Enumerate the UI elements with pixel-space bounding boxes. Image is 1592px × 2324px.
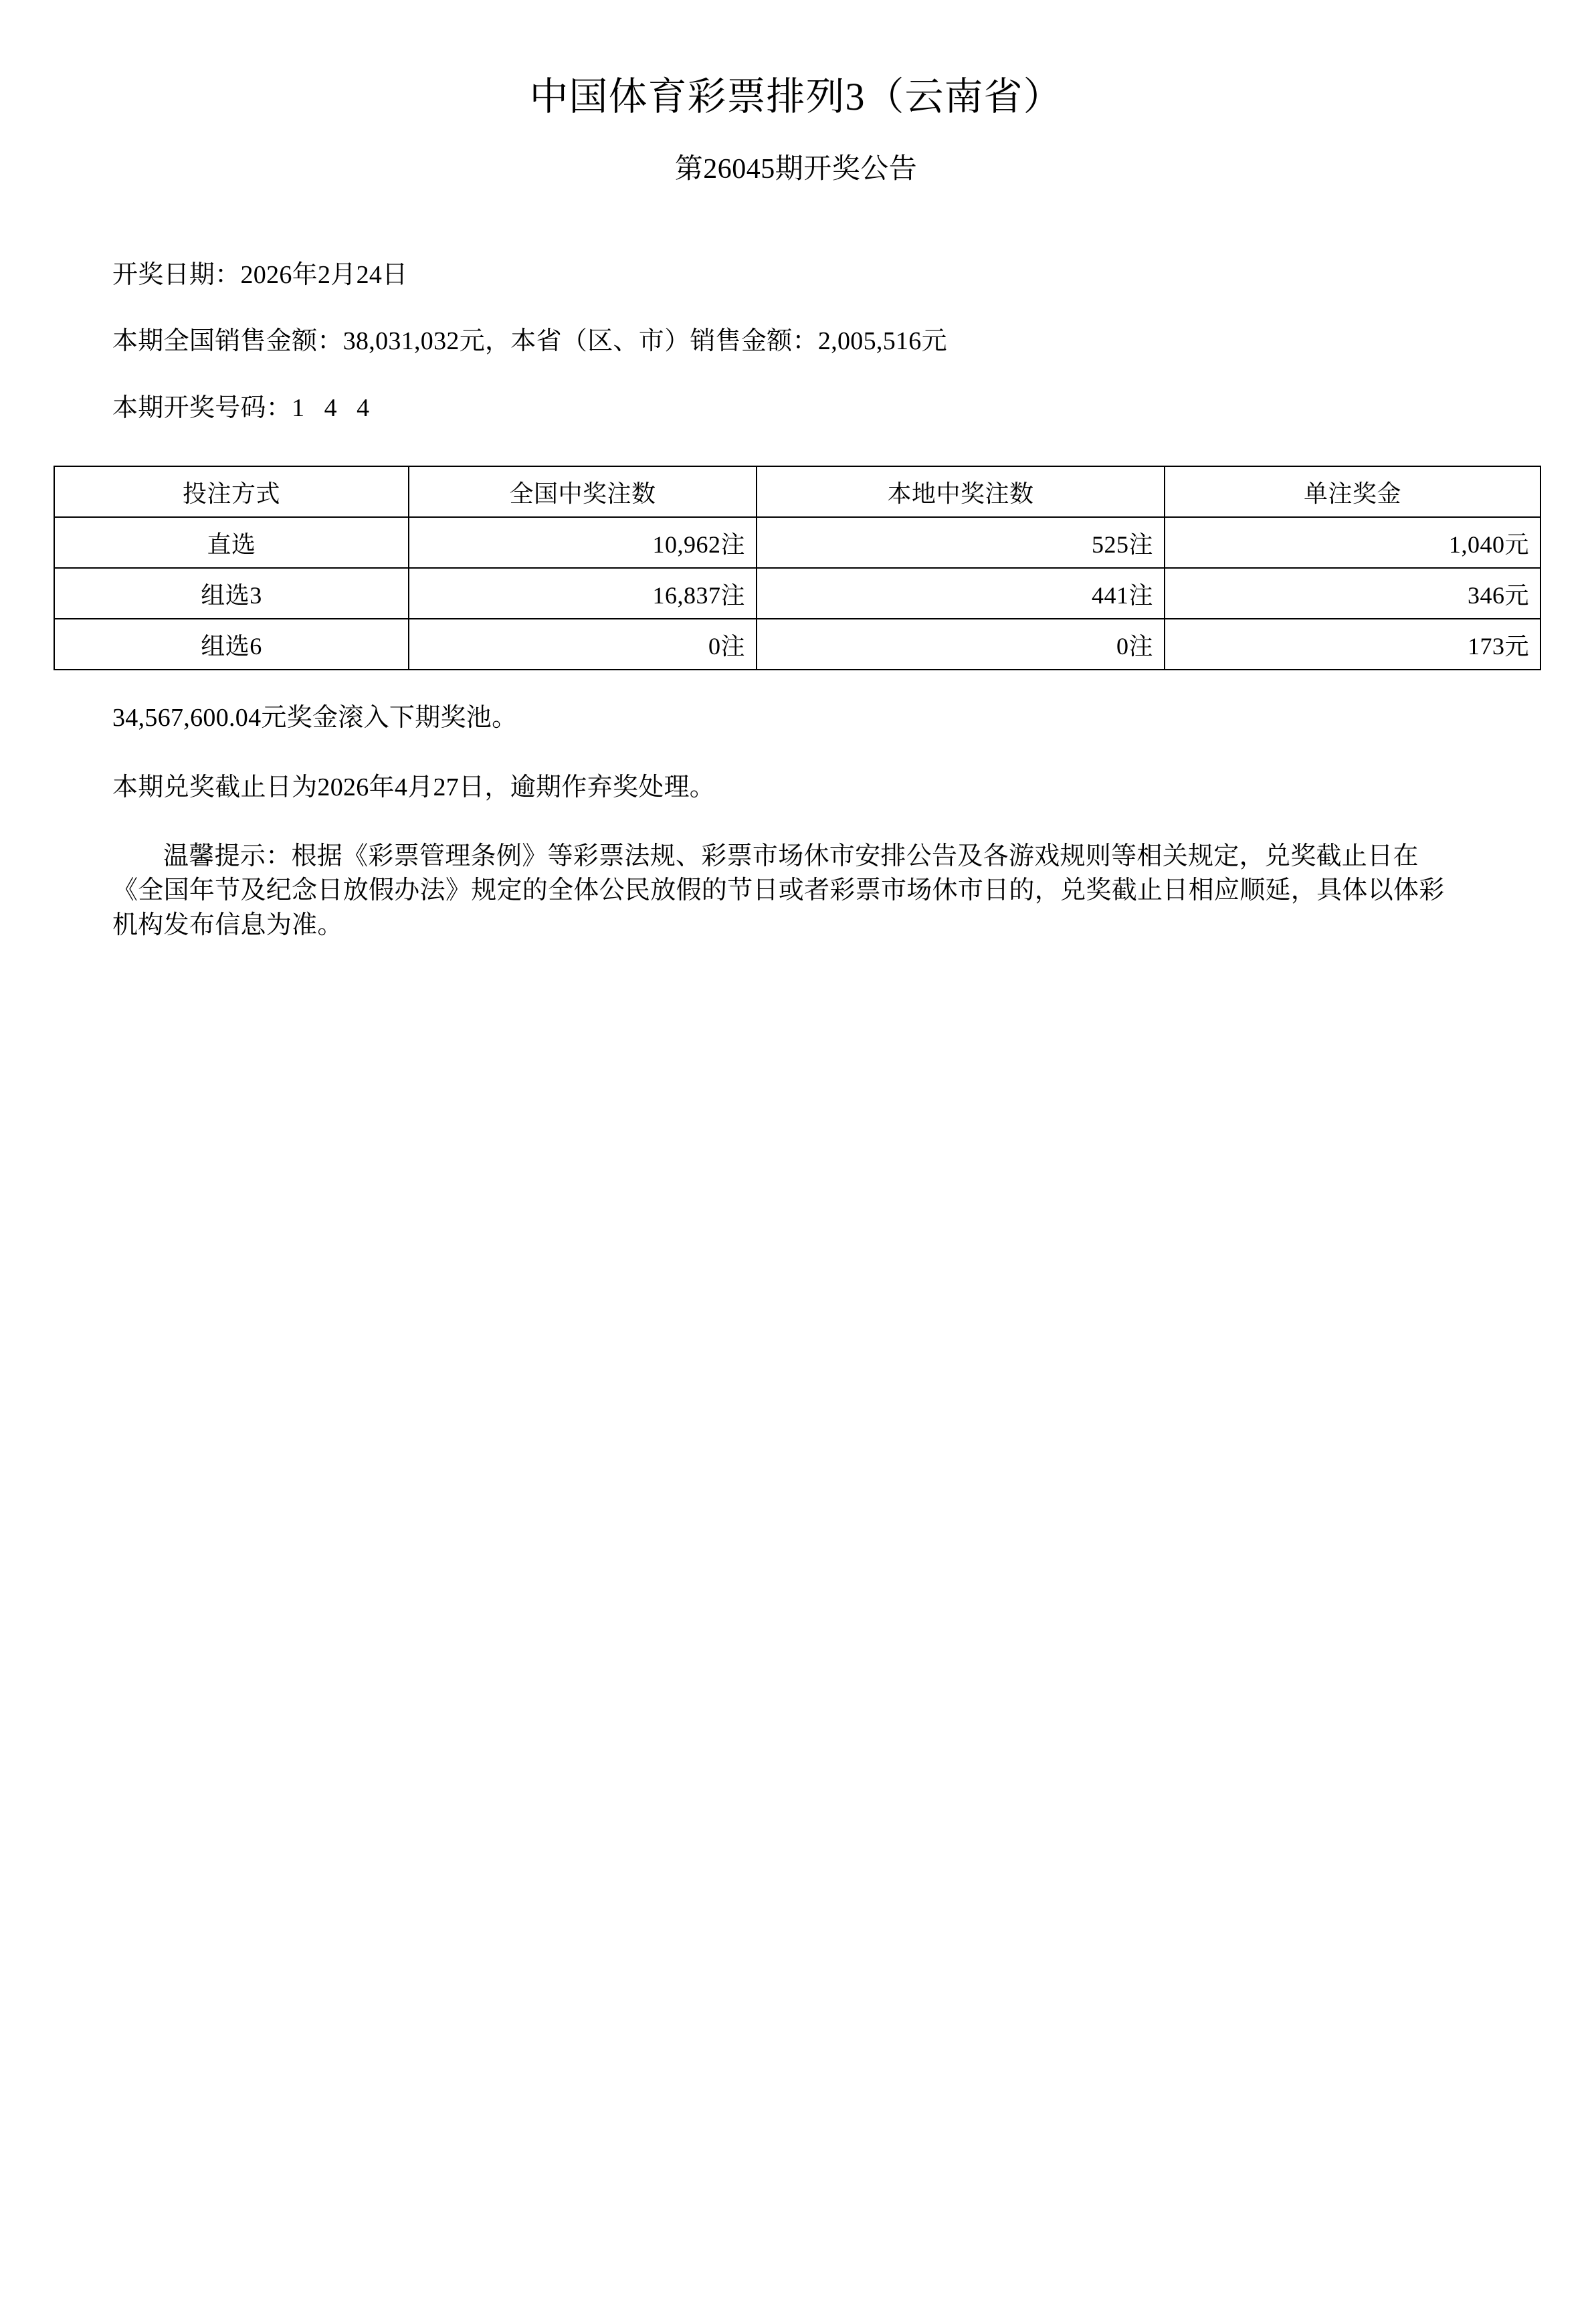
table-header-prize: 单注奖金	[1165, 466, 1540, 517]
page-subtitle: 第26045期开奖公告	[674, 153, 918, 185]
row-national-count: 0注	[409, 619, 757, 670]
sales-amount-line: 本期全国销售金额：38,031,032元，本省（区、市）销售金额：2,005,516元	[112, 327, 947, 356]
warm-notice: 温馨提示：根据《彩票管理条例》等彩票法规、彩票市场休市安排公告及各游戏规则等相关规定，兑奖截止日在《全国年节及纪念日放假办法》规定的全体公民放假的节日或者彩票市场休市日的，兑奖截止日相应顺延，具体以体彩机构发布信息为准。	[112, 842, 1445, 939]
row-mode: 直选	[54, 517, 409, 568]
row-mode: 组选6	[54, 619, 409, 670]
row-unit-prize: 173元	[1165, 619, 1540, 670]
row-local-count: 0注	[757, 619, 1165, 670]
row-national-count: 16,837注	[409, 568, 757, 619]
winning-numbers-label: 本期开奖号码：	[112, 393, 292, 422]
prize-table	[54, 466, 1541, 670]
winning-numbers-value: 1 4 4	[292, 393, 377, 422]
prize-table-container	[0, 466, 1592, 670]
table-header-local: 本地中奖注数	[757, 466, 1165, 517]
table-header-row	[54, 466, 1540, 517]
row-mode: 组选3	[54, 568, 409, 619]
table-row	[54, 568, 1540, 619]
rollover-line: 34,567,600.04元奖金滚入下期奖池。	[112, 704, 518, 733]
row-unit-prize: 1,040元	[1165, 517, 1540, 568]
page-title: 中国体育彩票排列3（云南省）	[529, 75, 1063, 118]
table-header-mode: 投注方式	[54, 466, 409, 517]
deadline-line: 本期兑奖截止日为2026年4月27日，逾期作弃奖处理。	[112, 773, 716, 801]
lottery-announcement-page	[0, 74, 1592, 2324]
draw-date-line: 开奖日期：2026年2月24日	[112, 260, 408, 289]
table-row	[54, 517, 1540, 568]
winning-numbers-line	[112, 393, 1492, 425]
summary-info	[0, 260, 1592, 425]
table-header-national: 全国中奖注数	[409, 466, 757, 517]
row-unit-prize: 346元	[1165, 568, 1540, 619]
row-national-count: 10,962注	[409, 517, 757, 568]
row-local-count: 441注	[757, 568, 1165, 619]
footer-notes	[0, 701, 1592, 942]
row-local-count: 525注	[757, 517, 1165, 568]
table-row	[54, 619, 1540, 670]
